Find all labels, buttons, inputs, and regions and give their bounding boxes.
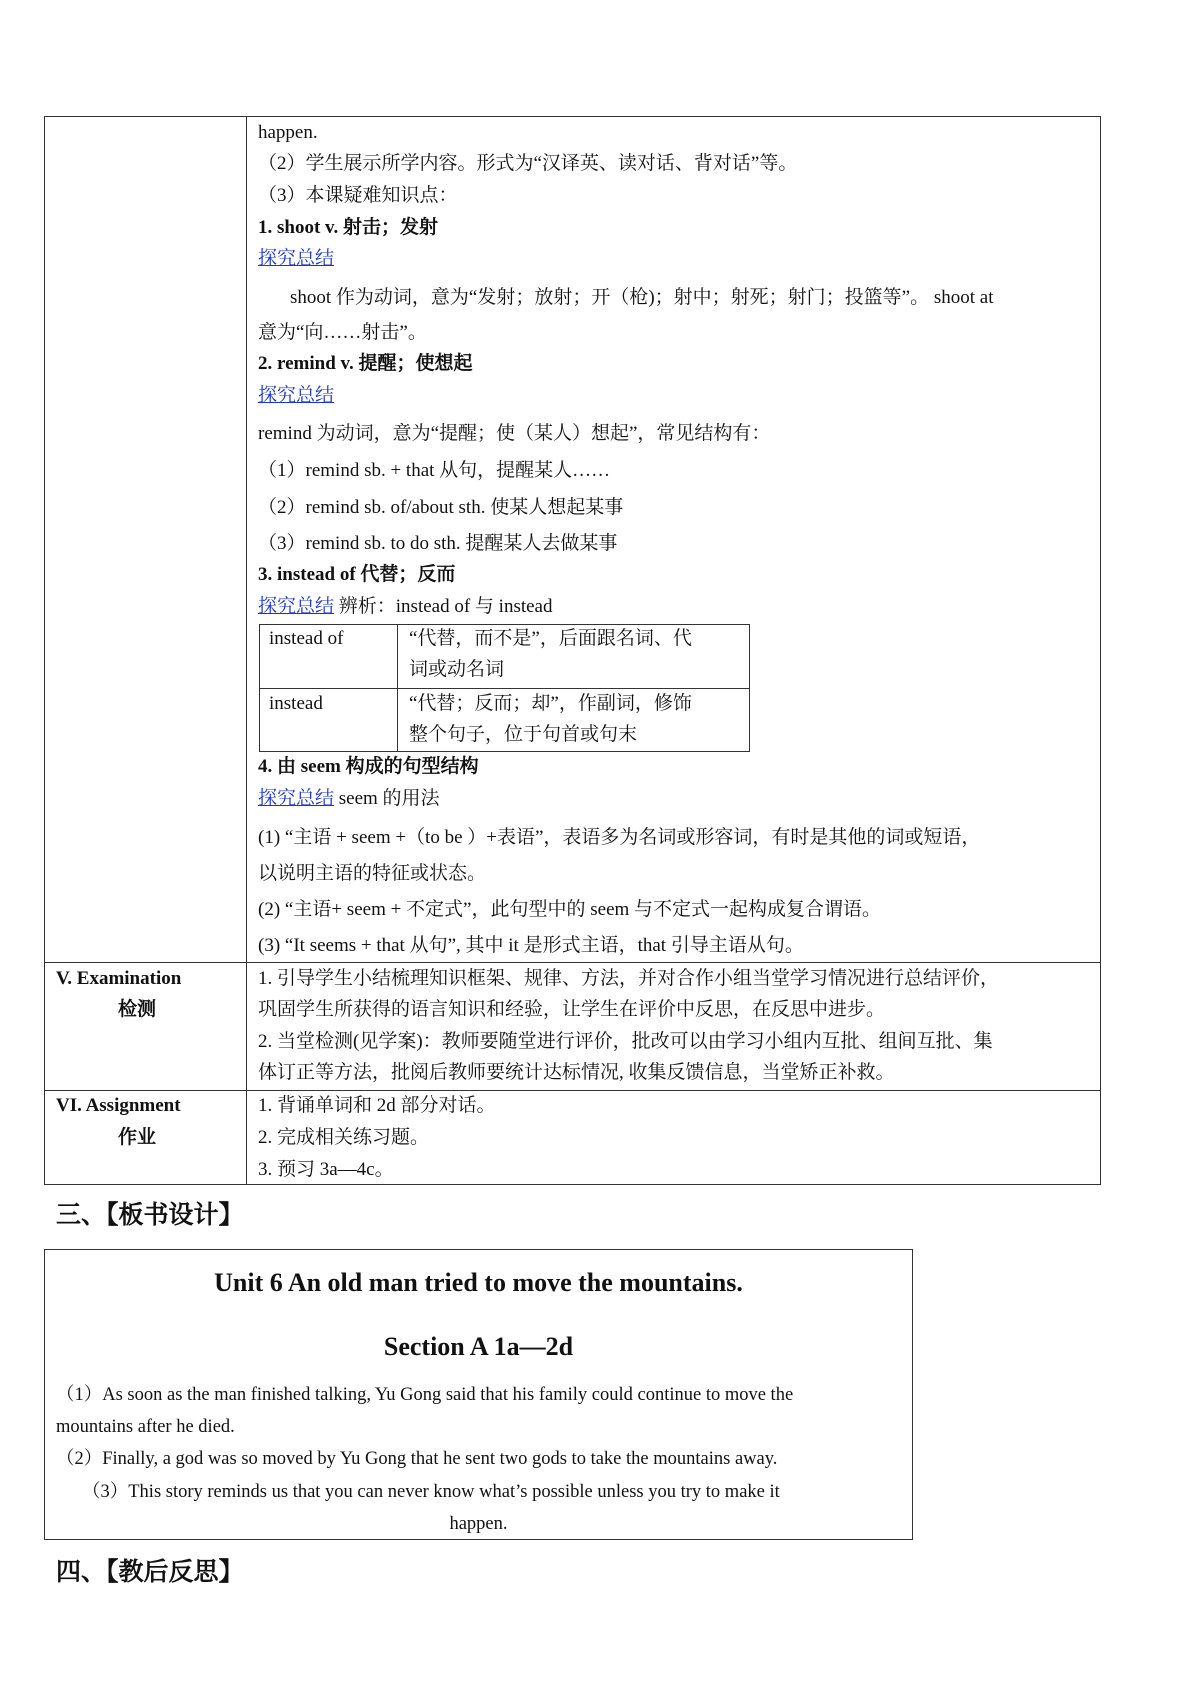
board-sentence: （3）This story reminds us that you can never know what’s possible unless you try to make it — [82, 1482, 780, 1502]
content-line: （3）本课疑难知识点： — [258, 185, 458, 206]
remind-structure: （3）remind sb. to do sth. 提醒某人去做某事 — [258, 533, 618, 554]
seem-usage: (3) “It seems + that 从句”, 其中 it 是形式主语，that 引导主语从句。 — [258, 935, 804, 956]
section-heading: 四、【教后反思】 — [56, 1557, 244, 1586]
shoot-title: 1. shoot v. 射击；发射 — [258, 217, 438, 238]
comparison-term: instead of — [269, 628, 344, 649]
instead-title: 3. instead of 代替；反而 — [258, 564, 456, 585]
comparison-definition: “代替，而不是”，后面跟名词、代 — [409, 628, 692, 649]
shoot-explanation: 意为“向……射击”。 — [258, 322, 427, 343]
seem-usage: 以说明主语的特征或状态。 — [258, 863, 487, 884]
instead-note-line — [258, 596, 552, 619]
explore-summary-link[interactable]: 探究总结 — [258, 596, 335, 617]
examination-line: 2. 当堂检测(见学案)：教师要随堂进行评价，批改可以由学习小组内互批、组间互批、集 — [258, 1031, 993, 1052]
remind-structure: （1）remind sb. + that 从句，提醒某人…… — [258, 460, 611, 481]
remind-structure: （2）remind sb. of/about sth. 使某人想起某事 — [258, 497, 624, 518]
content-line: happen. — [258, 122, 318, 143]
assignment-label: VI. Assignment — [56, 1095, 181, 1116]
content-line: （2）学生展示所学内容。形式为“汉译英、读对话、背对话”等。 — [258, 153, 798, 174]
explore-summary-link[interactable]: 探究总结 — [258, 788, 335, 809]
board-subtitle: Section A 1a—2d — [383, 1332, 574, 1361]
assignment-line: 3. 预习 3a—4c。 — [258, 1159, 394, 1180]
assignment-line: 1. 背诵单词和 2d 部分对话。 — [258, 1095, 496, 1116]
board-sentence: mountains after he died. — [56, 1417, 235, 1437]
seem-usage: (1) “主语 + seem +（to be ）+表语”，表语多为名词或形容词，有时是其他的词或短语， — [258, 827, 981, 848]
assignment-label-zh: 作业 — [118, 1127, 157, 1148]
comparison-table-divider — [259, 688, 750, 689]
comparison-definition: “代替；反而；却”，作副词，修饰 — [409, 693, 692, 714]
section-heading: 三、【板书设计】 — [56, 1200, 244, 1229]
seem-note: seem 的用法 — [334, 788, 440, 809]
seem-title: 4. 由 seem 构成的句型结构 — [258, 756, 479, 777]
comparison-term: instead — [269, 693, 323, 714]
shoot-explanation: shoot 作为动词，意为“发射；放射；开（枪)；射中；射死；射门；投篮等”。 shoot at — [290, 287, 994, 308]
examination-label: V. Examination — [56, 968, 182, 989]
board-sentence: happen. — [449, 1514, 508, 1534]
assignment-line: 2. 完成相关练习题。 — [258, 1127, 430, 1148]
examination-label-zh: 检测 — [118, 999, 157, 1020]
examination-line: 1. 引导学生小结梳理知识框架、规律、方法，并对合作小组当堂学习情况进行总结评价， — [258, 968, 1000, 989]
examination-line: 巩固学生所获得的语言知识和经验，让学生在评价中反思，在反思中进步。 — [258, 999, 886, 1020]
instead-note: 辨析：instead of 与 instead — [334, 596, 553, 617]
board-sentence: （2）Finally, a god was so moved by Yu Gong that he sent two gods to take the mountains away. — [56, 1449, 778, 1469]
explore-summary-link[interactable]: 探究总结 — [258, 248, 335, 269]
table-row-divider — [44, 1090, 1101, 1091]
table-row-divider — [44, 962, 1101, 963]
seem-note-line — [258, 788, 440, 811]
explore-summary-link[interactable]: 探究总结 — [258, 385, 335, 406]
board-title: Unit 6 An old man tried to move the mountains. — [214, 1268, 743, 1297]
table-column-divider — [246, 116, 247, 1185]
seem-usage: (2) “主语+ seem + 不定式”，此句型中的 seem 与不定式一起构成复合谓语。 — [258, 899, 882, 920]
comparison-definition: 整个句子，位于句首或句末 — [409, 724, 638, 745]
remind-title: 2. remind v. 提醒；使想起 — [258, 353, 473, 374]
board-sentence: （1）As soon as the man finished talking, Yu Gong said that his family could continue to move the — [56, 1385, 794, 1405]
remind-explanation: remind 为动词，意为“提醒；使（某人）想起”，常见结构有： — [258, 423, 771, 444]
examination-line: 体订正等方法，批阅后教师要统计达标情况, 收集反馈信息，当堂矫正补救。 — [258, 1062, 895, 1083]
comparison-definition: 词或动名词 — [409, 659, 505, 680]
